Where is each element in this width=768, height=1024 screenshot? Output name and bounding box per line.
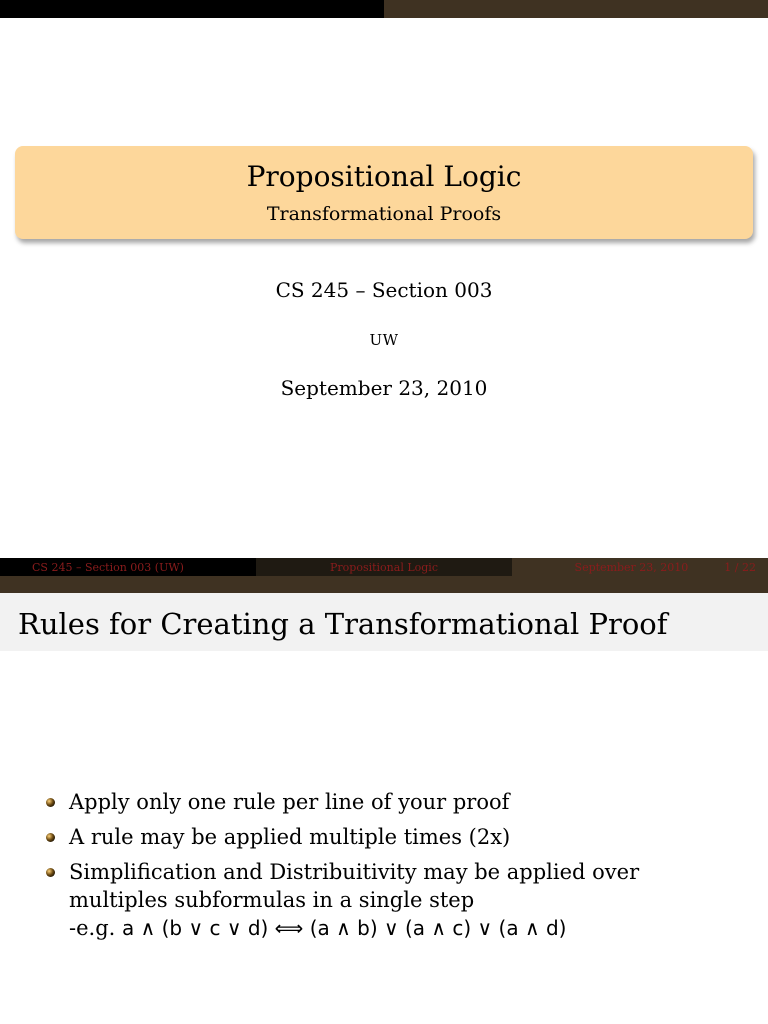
list-item bbox=[44, 823, 744, 851]
bullet-text: Apply only one rule per line of your proof bbox=[69, 790, 510, 814]
bullet-icon bbox=[46, 833, 55, 842]
bullet-icon bbox=[46, 868, 55, 877]
bullet-text: A rule may be applied multiple times (2x) bbox=[69, 825, 511, 849]
frame-title: Rules for Creating a Transformational Proof bbox=[18, 607, 668, 641]
title-box bbox=[15, 146, 753, 239]
bullet-text: Simplification and Distribuitivity may be applied over multiples subformulas in a single step bbox=[69, 860, 640, 912]
footer-right bbox=[512, 558, 768, 576]
frame-title-bar bbox=[0, 593, 768, 651]
bullet-list bbox=[44, 788, 744, 949]
presentation-subtitle: Transformational Proofs bbox=[266, 203, 502, 225]
frame-header-bar bbox=[0, 576, 768, 593]
top-decoration-bar bbox=[0, 0, 768, 18]
presentation-title: Propositional Logic bbox=[246, 160, 522, 193]
footer-title: Propositional Logic bbox=[330, 560, 438, 574]
list-item bbox=[44, 858, 744, 942]
author: CS 245 – Section 003 bbox=[275, 278, 493, 302]
slide-footer bbox=[0, 558, 768, 576]
example-prefix: -e.g. bbox=[69, 916, 116, 940]
example-formula: a ∧ (b ∨ c ∨ d) ⟺ (a ∧ b) ∨ (a ∧ c) ∨ (a ∧ d) bbox=[122, 916, 567, 940]
presentation-date: September 23, 2010 bbox=[280, 376, 488, 400]
top-bar-right bbox=[384, 0, 768, 18]
footer-center bbox=[256, 558, 512, 576]
list-item bbox=[44, 788, 744, 816]
footer-date: September 23, 2010 bbox=[574, 560, 689, 574]
institute: UW bbox=[369, 331, 399, 349]
footer-author: CS 245 – Section 003 (UW) bbox=[32, 560, 184, 574]
page-number: 1 / 22 bbox=[724, 560, 756, 574]
bullet-icon bbox=[46, 798, 55, 807]
example-line bbox=[69, 914, 744, 942]
top-bar-left bbox=[0, 0, 384, 18]
footer-left bbox=[0, 558, 256, 576]
content-slide bbox=[0, 576, 768, 1024]
